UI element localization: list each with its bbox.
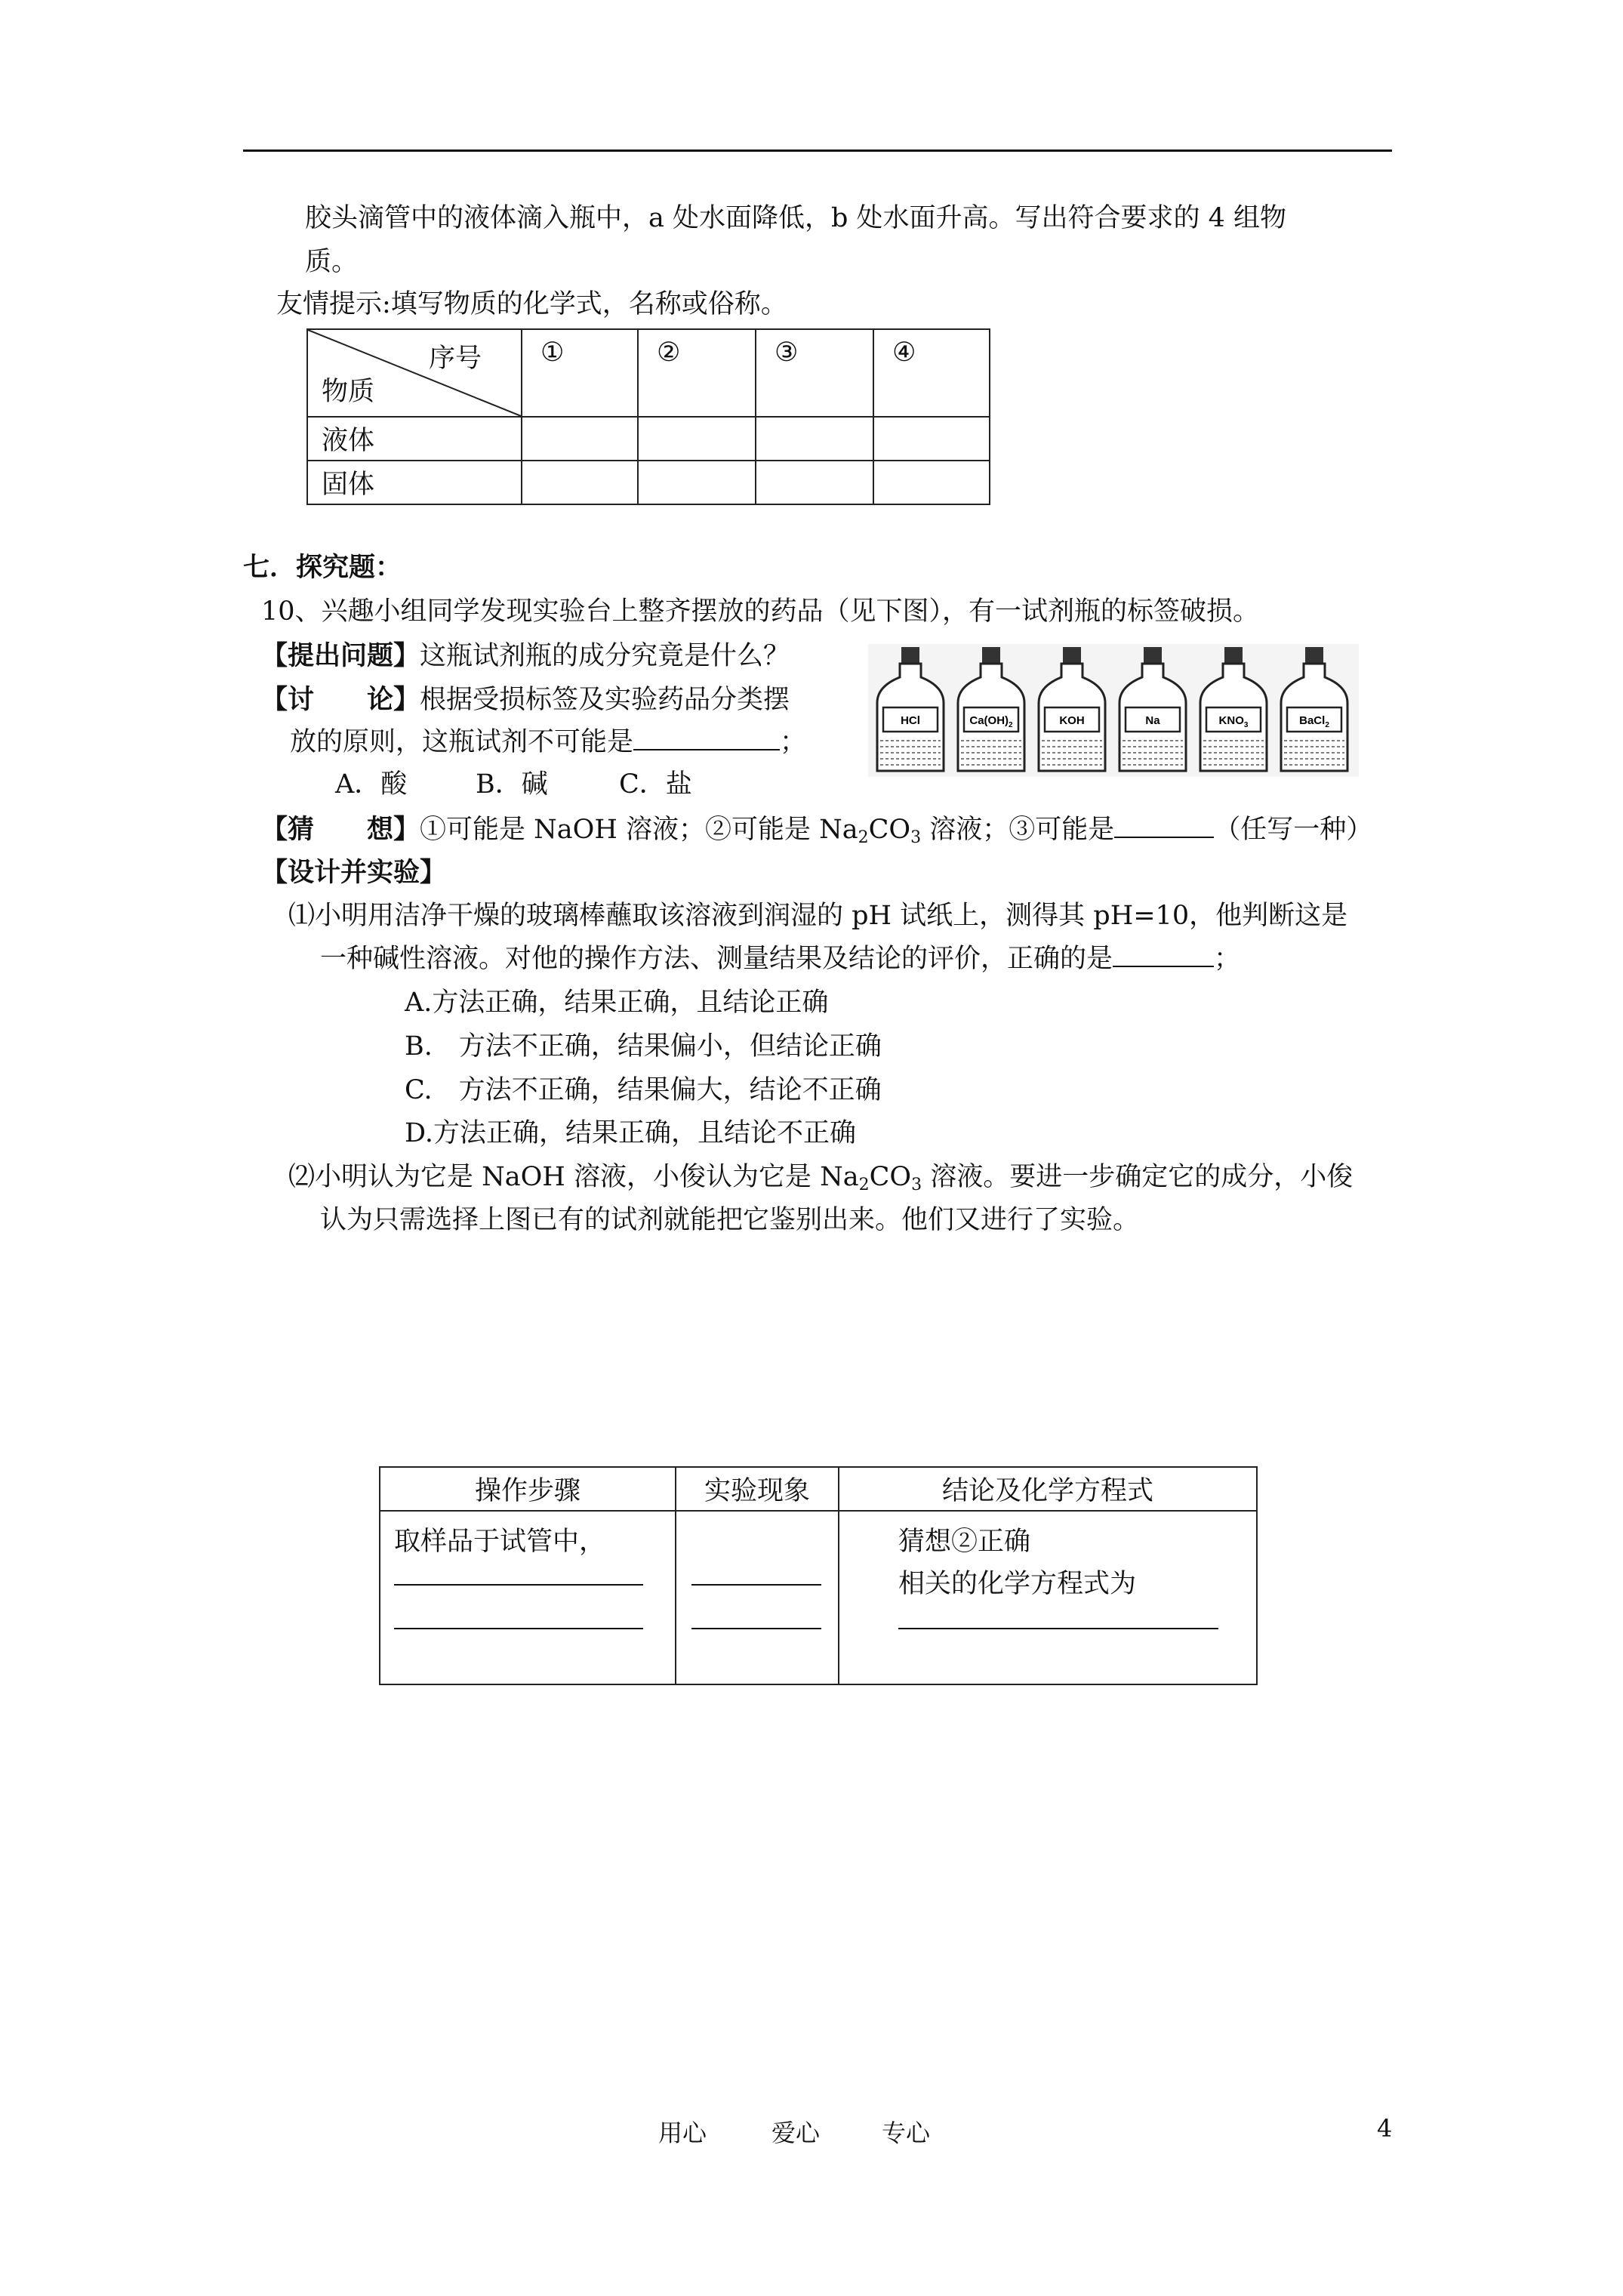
guess-tag: 【猜 想】 xyxy=(261,814,420,845)
q10-intro: 10、兴趣小组同学发现实验台上整齐摆放的药品（见下图），有一试剂瓶的标签破损。 xyxy=(261,596,1260,627)
guess-text-3: 溶液；③可能是 xyxy=(921,815,1115,845)
answer-cell[interactable] xyxy=(873,461,990,504)
part1-line-2 xyxy=(320,946,1240,972)
part1-line-1: ⑴小明用洁净干燥的玻璃棒蘸取该溶液到润湿的 pH 试纸上，测得其 pH=10，他判断这是 xyxy=(288,901,1348,931)
choice-b: B. 方法不正确，结果偏小，但结论正确 xyxy=(405,1031,882,1062)
part1-end: ； xyxy=(1214,944,1241,974)
discuss-tag: 【讨 论】 xyxy=(261,684,420,715)
discuss-text-2: 放的原则，这瓶试剂不可能是 xyxy=(290,727,634,757)
answer-cell[interactable] xyxy=(756,417,873,461)
answer-cell[interactable] xyxy=(522,461,638,504)
conclusion-guess: 猜想②正确 xyxy=(898,1527,1031,1557)
subscript-2: 2 xyxy=(858,828,869,847)
option-a: A．酸 xyxy=(335,769,408,800)
answer-cell[interactable] xyxy=(638,417,756,461)
part2-line-2: 认为只需选择上图已有的试剂就能把它鉴别出来。他们又进行了实验。 xyxy=(320,1205,1140,1235)
guess-text-4: （任写一种） xyxy=(1214,815,1373,845)
footer-left: 用心 xyxy=(658,2119,707,2147)
header-phenomenon: 实验现象 xyxy=(676,1467,839,1511)
reagent-bottles-figure xyxy=(868,644,1359,777)
ask-line xyxy=(261,640,790,671)
step-blank-1[interactable] xyxy=(394,1584,643,1586)
experiment-table xyxy=(379,1466,1258,1685)
step-blank-2[interactable] xyxy=(394,1628,643,1629)
steps-cell xyxy=(380,1511,676,1684)
table-corner-cell xyxy=(307,329,522,417)
subscript-3: 3 xyxy=(910,828,922,847)
bottle-label: $KNO_3$ xyxy=(1218,714,1249,729)
guess-text-2: CO xyxy=(868,815,911,845)
header-steps: 操作步骤 xyxy=(380,1467,676,1511)
footer-right: 专心 xyxy=(882,2119,931,2147)
footer-mid: 爱心 xyxy=(771,2119,821,2147)
bottle-label: $Ca(OH)_2$ xyxy=(969,714,1013,729)
ask-tag: 【提出问题】 xyxy=(261,640,420,671)
row-label-solid: 固体 xyxy=(307,461,522,504)
page-number: 4 xyxy=(1377,2114,1393,2143)
option-c: C．盐 xyxy=(619,769,692,800)
guess-blank[interactable] xyxy=(1114,837,1214,838)
phenomenon-cell xyxy=(676,1511,839,1684)
discuss-blank[interactable] xyxy=(633,749,780,750)
part2-line-1 xyxy=(288,1162,1354,1194)
continuation-line-1: 胶头滴管中的液体滴入瓶中，a 处水面降低，b 处水面升高。写出符合要求的 4 组物 xyxy=(305,203,1287,233)
part1-blank[interactable] xyxy=(1113,966,1214,967)
column-header: ① xyxy=(522,329,638,417)
bottle-label: HCl xyxy=(901,714,920,727)
discuss-line-2 xyxy=(290,729,806,756)
substance-table xyxy=(306,328,990,505)
column-header: ③ xyxy=(756,329,873,417)
header-rule xyxy=(243,149,1392,152)
discuss-text: 根据受损标签及实验药品分类摆 xyxy=(420,685,790,715)
phenomenon-blank-2[interactable] xyxy=(691,1628,821,1629)
row-label-liquid: 液体 xyxy=(307,417,522,461)
column-header: ② xyxy=(638,329,756,417)
corner-label-number: 序号 xyxy=(428,344,482,374)
part2-text-c: 溶液。要进一步确定它的成分，小俊 xyxy=(922,1162,1354,1192)
section-heading: 七．探究题： xyxy=(243,552,402,583)
ask-text: 这瓶试剂瓶的成分究竟是什么？ xyxy=(420,641,790,671)
continuation-line-2: 质。 xyxy=(305,247,359,277)
part1-text-2: 一种碱性溶液。对他的操作方法、测量结果及结论的评价，正确的是 xyxy=(320,944,1113,974)
header-conclusion: 结论及化学方程式 xyxy=(839,1467,1257,1511)
discuss-end: ； xyxy=(780,727,807,757)
choice-c: C. 方法不正确，结果偏大，结论不正确 xyxy=(405,1075,882,1105)
guess-text-1: ①可能是 NaOH 溶液；②可能是 Na xyxy=(420,815,858,845)
design-tag: 【设计并实验】 xyxy=(261,857,447,888)
conclusion-equation-label: 相关的化学方程式为 xyxy=(898,1569,1137,1599)
option-b: B．碱 xyxy=(476,769,548,800)
answer-cell[interactable] xyxy=(522,417,638,461)
subscript-3: 3 xyxy=(911,1176,922,1194)
choice-a: A.方法正确，结果正确，且结论正确 xyxy=(405,988,829,1018)
equation-blank[interactable] xyxy=(898,1628,1218,1629)
bottle-label: KOH xyxy=(1059,714,1085,727)
answer-cell[interactable] xyxy=(873,417,990,461)
choice-d: D.方法正确，结果正确，且结论不正确 xyxy=(405,1118,856,1148)
answer-cell[interactable] xyxy=(756,461,873,504)
column-header: ④ xyxy=(873,329,990,417)
subscript-2: 2 xyxy=(858,1176,870,1194)
tip-text: 友情提示:填写物质的化学式，名称或俗称。 xyxy=(276,289,787,319)
bottle-label: BaCl$_2$ xyxy=(1299,714,1329,729)
bottle-label: Na xyxy=(1145,714,1160,727)
phenomenon-blank-1[interactable] xyxy=(691,1584,821,1586)
guess-line xyxy=(261,814,1373,847)
conclusion-cell xyxy=(839,1511,1257,1684)
corner-label-substance: 物质 xyxy=(322,377,375,407)
answer-cell[interactable] xyxy=(638,461,756,504)
part2-text-b: CO xyxy=(869,1162,912,1192)
discuss-line xyxy=(261,686,790,713)
part2-text-a: ⑵小明认为它是 NaOH 溶液，小俊认为它是 Na xyxy=(288,1162,859,1192)
step-text: 取样品于试管中， xyxy=(394,1527,606,1557)
